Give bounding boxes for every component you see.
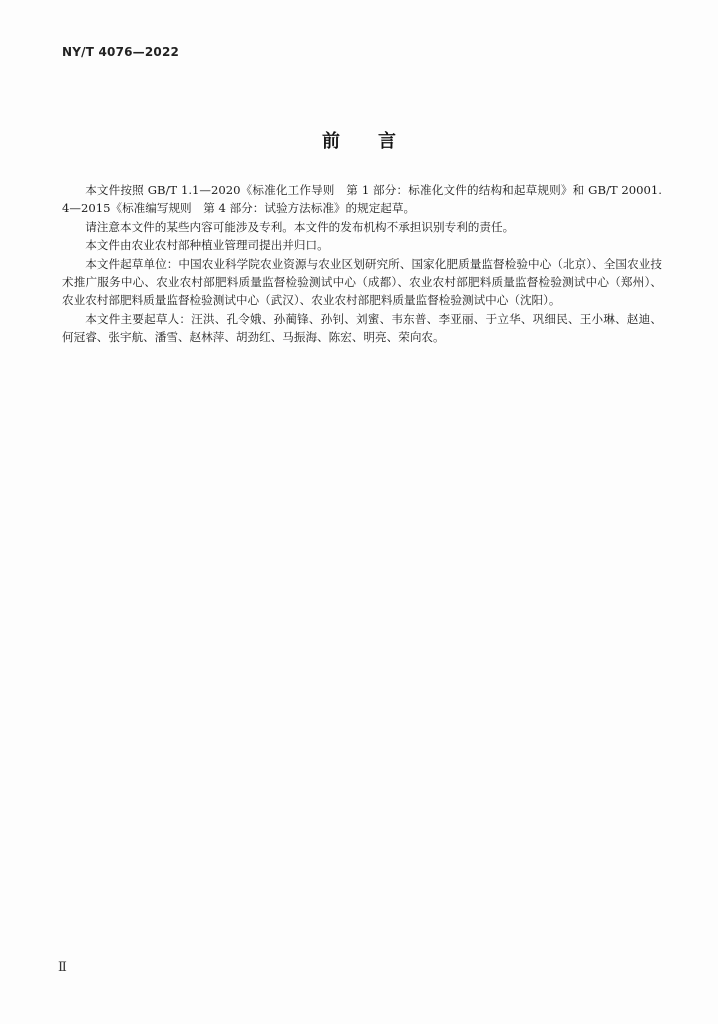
paragraph-drafters: 本文件主要起草人：汪洪、孔令娥、孙蔺锋、孙钊、刘蜜、韦东普、李亚丽、于立华、巩细民、王小琳、赵迪、何冠睿、张宇航、潘雪、赵林萍、胡劲红、马振海、陈宏、明亮、荣向农。 <box>62 311 662 345</box>
foreword-body <box>62 181 662 347</box>
paragraph-drafting-units: 本文件起草单位：中国农业科学院农业资源与农业区划研究所、国家化肥质量监督检验中心（北京）、全国农业技术推广服务中心、农业农村部肥料质量监督检验测试中心（成都）、农业农村部肥料质量监督检验测试中心（郑州）、农业农村部肥料质量监督检验测试中心（武汉）、农业农村部肥料质量监督检验测试中心（沈阳）。 <box>62 256 662 308</box>
paragraph-patent-notice: 请注意本文件的某些内容可能涉及专利。本文件的发布机构不承担识别专利的责任。 <box>85 219 515 234</box>
page-title: 前言 <box>322 131 434 152</box>
page-number: Ⅱ <box>58 960 67 975</box>
paragraph-proposer: 本文件由农业农村部种植业管理司提出并归口。 <box>85 238 329 253</box>
standard-number: NY/T 4076—2022 <box>62 45 180 59</box>
paragraph-drafting-rules: 本文件按照 GB/T 1.1—2020《标准化工作导则 第 1 部分：标准化文件的结构和起草规则》和 GB/T 20001.4—2015《标准编写规则 第 4 部分：试验方法标准》的规定起草。 <box>62 183 662 216</box>
